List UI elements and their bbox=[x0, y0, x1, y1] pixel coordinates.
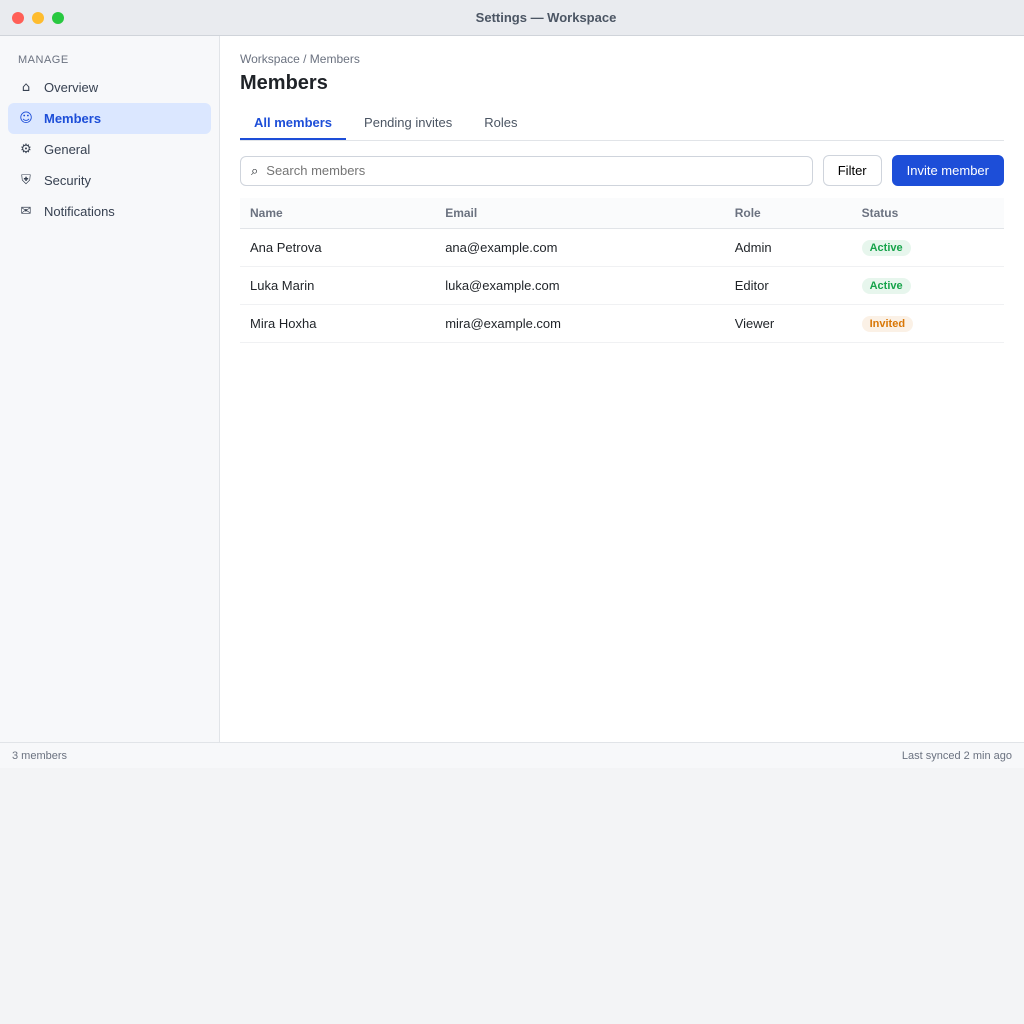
cell-email: mira@example.com bbox=[435, 305, 725, 343]
sidebar-item-members[interactable] bbox=[8, 103, 211, 134]
table-row[interactable] bbox=[240, 229, 1004, 267]
main-panel bbox=[220, 36, 1024, 742]
cell-status bbox=[852, 305, 1004, 343]
sidebar-item-notifications[interactable] bbox=[8, 196, 211, 227]
sidebar-item-label: Members bbox=[44, 111, 102, 126]
page-title: Members bbox=[240, 72, 328, 94]
member-count: 3 members bbox=[12, 749, 68, 762]
sidebar-item-security[interactable] bbox=[8, 165, 211, 196]
maximize-window-button[interactable] bbox=[52, 12, 64, 24]
column-header[interactable]: Status bbox=[852, 198, 1004, 229]
sidebar-item-label: Security bbox=[44, 173, 91, 188]
cell-email: luka@example.com bbox=[435, 267, 725, 305]
cell-name: Luka Marin bbox=[240, 267, 435, 305]
tab-pending-invites[interactable]: Pending invites bbox=[364, 115, 453, 130]
window-controls bbox=[12, 12, 64, 24]
shield-icon: ⛨ bbox=[21, 173, 31, 188]
sidebar bbox=[0, 36, 220, 742]
search-input[interactable] bbox=[266, 163, 801, 178]
users-icon: ☺ bbox=[19, 111, 33, 126]
filter-button[interactable]: Filter bbox=[823, 155, 882, 186]
tab-all-members[interactable]: All members bbox=[240, 107, 346, 140]
cell-role: Editor bbox=[725, 267, 852, 305]
breadcrumb[interactable]: Workspace / Members bbox=[240, 52, 360, 66]
window-title: Settings — Workspace bbox=[475, 10, 617, 25]
minimize-window-button[interactable] bbox=[32, 12, 44, 24]
gear-icon: ⚙ bbox=[20, 142, 32, 157]
cell-name: Mira Hoxha bbox=[240, 305, 435, 343]
toolbar bbox=[240, 155, 1004, 186]
cell-status bbox=[852, 267, 1004, 305]
column-header[interactable]: Name bbox=[240, 198, 435, 229]
sidebar-item-label: General bbox=[44, 142, 91, 157]
cell-status bbox=[852, 229, 1004, 267]
tab-roles[interactable]: Roles bbox=[484, 115, 518, 130]
sidebar-heading: MANAGE bbox=[18, 54, 69, 66]
column-header[interactable]: Role bbox=[725, 198, 852, 229]
home-icon: ⌂ bbox=[21, 80, 31, 95]
column-header[interactable]: Email bbox=[435, 198, 725, 229]
sidebar-item-general[interactable] bbox=[8, 134, 211, 165]
tab-bar bbox=[240, 107, 1004, 141]
cell-role: Admin bbox=[725, 229, 852, 267]
sidebar-item-label: Overview bbox=[44, 80, 99, 95]
status-badge: Invited bbox=[862, 316, 913, 332]
title-bar bbox=[0, 0, 1024, 36]
search-icon: ⌕ bbox=[251, 162, 259, 178]
close-window-button[interactable] bbox=[12, 12, 24, 24]
cell-role: Viewer bbox=[725, 305, 852, 343]
sync-status: Last synced 2 min ago bbox=[901, 749, 1012, 762]
mail-icon: ✉ bbox=[20, 204, 32, 219]
table-row[interactable] bbox=[240, 305, 1004, 343]
cell-email: ana@example.com bbox=[435, 229, 725, 267]
invite-member-button[interactable]: Invite member bbox=[892, 155, 1004, 186]
status-bar bbox=[0, 742, 1024, 768]
sidebar-item-overview[interactable] bbox=[8, 72, 211, 103]
members-table bbox=[240, 198, 1004, 343]
status-badge: Active bbox=[862, 240, 911, 256]
search-field[interactable] bbox=[240, 156, 813, 186]
table-row[interactable] bbox=[240, 267, 1004, 305]
cell-name: Ana Petrova bbox=[240, 229, 435, 267]
status-badge: Active bbox=[862, 278, 911, 294]
sidebar-item-label: Notifications bbox=[44, 204, 115, 219]
